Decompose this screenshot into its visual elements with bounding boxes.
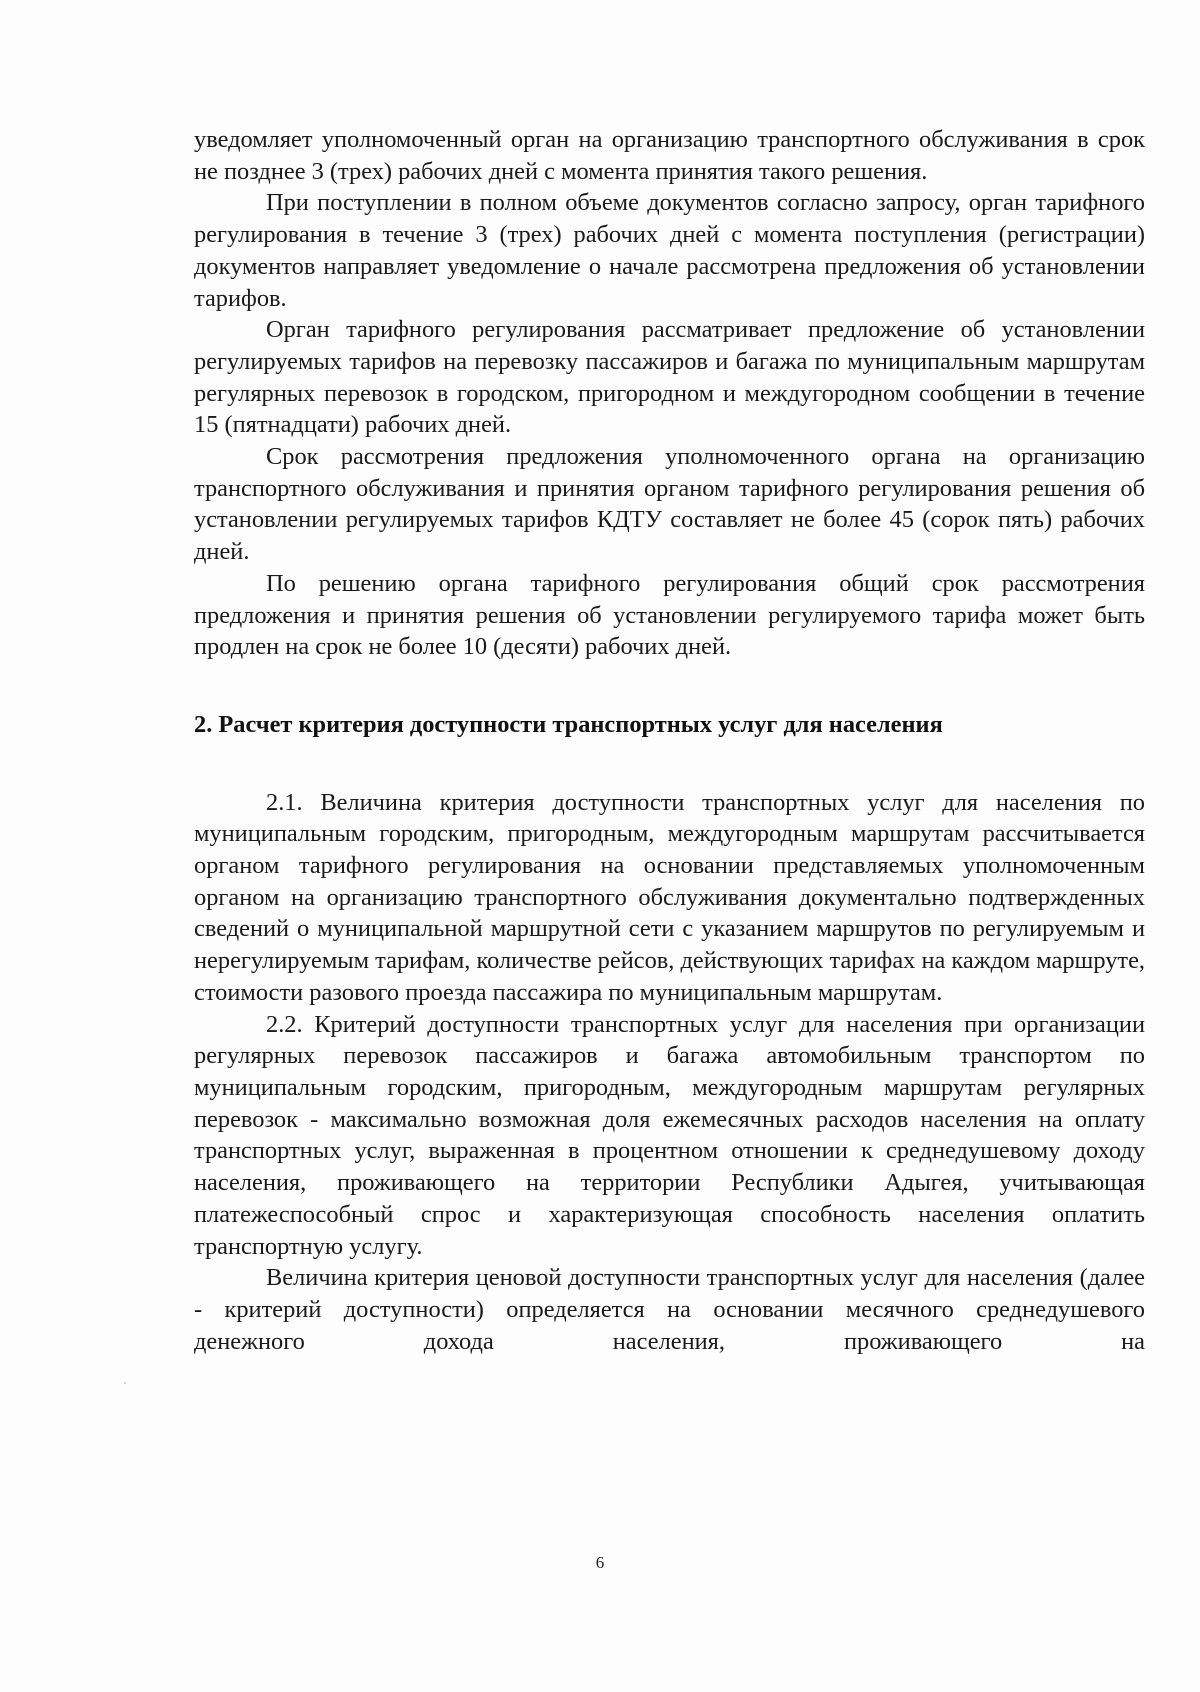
spacer [194, 741, 1145, 787]
paragraph: 2.1. Величина критерия доступности транспортных услуг для населения по муниципальным городским, пригородным, междугородным маршрутам рассчитывается органом тарифного регулирования на основании представляемых уполномоченным органом на организацию транспортного обслуживания документально подтвержденных сведений о муниципальной маршрутной сети с указанием маршрутов по регулируемым и нерегулируемым тарифам, количестве рейсов, действующих тарифах на каждом маршруте, стоимости разового проезда пассажира по муниципальным маршрутам. [194, 788, 1145, 1006]
paragraph: уведомляет уполномоченный орган на организацию транспортного обслуживания в срок не позднее 3 (трех) рабочих дней с момента принятия такого решения. [194, 126, 1145, 185]
paragraph: По решению органа тарифного регулирования общий срок рассмотрения предложения и принятия решения об установлении регулируемого тарифа может быть продлен на срок не более 10 (десяти) рабочих дней. [194, 569, 1145, 661]
paragraph: Орган тарифного регулирования рассматривает предложение об установлении регулируемых тарифов на перевозку пассажиров и багажа по муниципальным маршрутам регулярных перевозок в городском, пригородном и междугородном сообщении в течение 15 (пятнадцати) рабочих дней. [194, 316, 1145, 439]
document-body [194, 124, 1145, 1357]
paragraph: При поступлении в полном объеме документов согласно запросу, орган тарифного регулирования в течение 3 (трех) рабочих дней с момента поступления (регистрации) документов направляет уведомление о начале рассмотрена предложения об установлении тарифов. [194, 189, 1145, 312]
spacer [194, 663, 1145, 709]
section-heading: 2. Расчет критерия доступности транспортных услуг для населения [194, 710, 943, 738]
paragraph: Срок рассмотрения предложения уполномоченного органа на организацию транспортного обслуживания и принятия органом тарифного регулирования решения об установлении регулируемых тарифов КДТУ составляет не более 45 (сорок пять) рабочих дней. [194, 443, 1145, 566]
page-number: 6 [595, 1553, 605, 1572]
paragraph: Величина критерия ценовой доступности транспортных услуг для населения (далее - критерий доступности) определяется на основании месячного среднедушевого денежного дохода населения, проживающего на [194, 1264, 1145, 1355]
paragraph: 2.2. Критерий доступности транспортных услуг для населения при организации регулярных перевозок пассажиров и багажа автомобильным транспортом по муниципальным городским, пригородным, междугородным маршрутам регулярных перевозок - максимально возможная доля ежемесячных расходов населения на оплату транспортных услуг, выраженная в процентном отношении к среднедушевому доходу населения, проживающего на территории Республики Адыгея, учитывающая платежеспособный спрос и характеризующая способность населения оплатить транспортную услугу. [194, 1010, 1145, 1260]
scan-speck [124, 1382, 126, 1384]
